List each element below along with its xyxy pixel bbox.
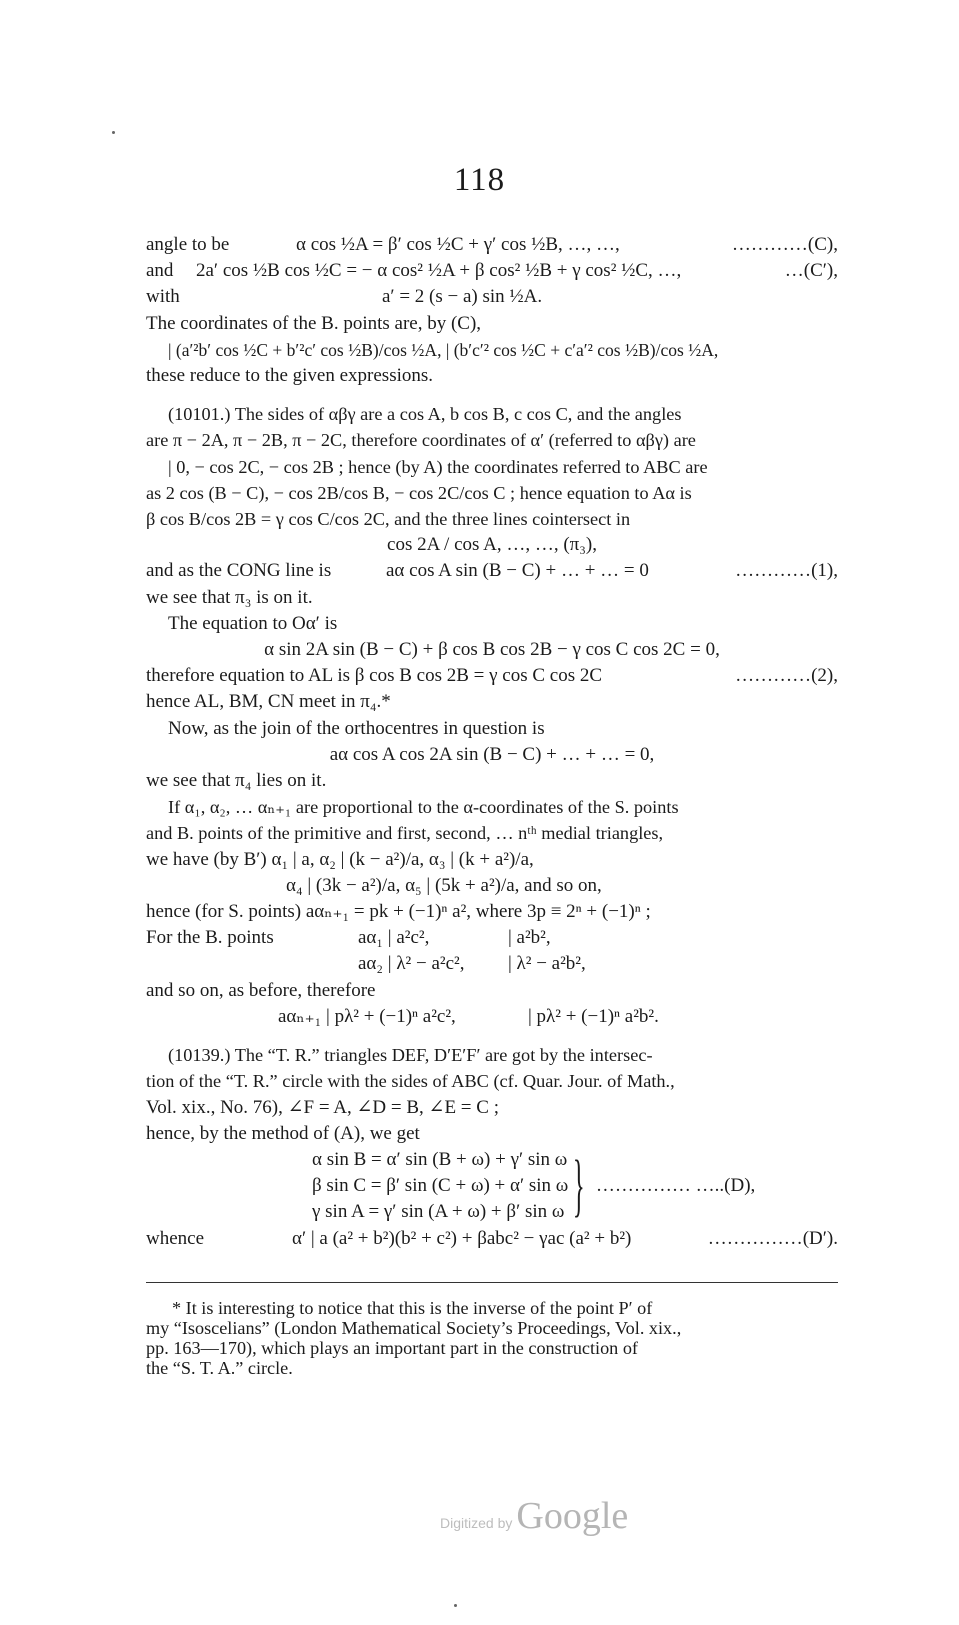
line-text: The equation to Oα′ is: [168, 612, 338, 634]
line-label: angle to be: [146, 234, 230, 255]
page-body: [146, 232, 838, 1252]
line-text: Vol. xix., No. 76), ∠F = A, ∠D = B, ∠E = C ;: [146, 1096, 499, 1118]
line-text: as 2 cos (B − C), − cos 2B/cos B, − cos 2C/cos C ; hence equation to Aα is: [146, 482, 692, 503]
equation-system: [146, 1147, 838, 1226]
text-line: [146, 978, 838, 1004]
brace: }: [573, 1147, 585, 1225]
text-line: [146, 637, 838, 663]
equation: α′ | a (a² + b²)(b² + c²) + βabc² − γac (a² + b²): [292, 1227, 632, 1249]
text-line: [146, 427, 838, 453]
line-text: these reduce to the given expressions.: [146, 365, 434, 387]
footnote-rule: [146, 1282, 838, 1283]
text-line: [146, 820, 838, 846]
equation: α sin B = α′ sin (B + ω) + γ′ sin ω: [312, 1148, 568, 1170]
equation: α cos ½A = β′ cos ½C + γ′ cos ½B, …, …,: [296, 234, 620, 255]
equation-number: …(C′),: [784, 260, 838, 282]
footnote-line: * It is interesting to notice that this is the inverse of the point P′ of: [172, 1298, 653, 1318]
equation: aα₁ | a²c²,: [358, 927, 430, 949]
footnote-line: pp. 163—170), which plays an important part in the construction of: [146, 1338, 638, 1358]
text-line: [146, 585, 838, 611]
text-line: [146, 925, 838, 951]
text-line: [146, 899, 838, 925]
line-text: we see that π₄ lies on it.: [146, 770, 327, 792]
text-line: [146, 742, 838, 768]
text-line: [146, 611, 838, 637]
equation: | λ² − a²b²,: [508, 953, 586, 975]
footnote-line: my “Isoscelians” (London Mathematical Society’s Proceedings, Vol. xix.,: [146, 1318, 682, 1338]
line-text: β cos B/cos 2B = γ cos C/cos 2C, and the three lines cointersect in: [146, 509, 631, 530]
text-line: [146, 1226, 838, 1252]
text-line: [146, 1042, 838, 1068]
footnote-line: the “S. T. A.” circle.: [146, 1358, 293, 1378]
line-text: Now, as the join of the orthocentres in question is: [168, 717, 545, 739]
equation: α₄ | (3k − a²)/a, α₅ | (5k + a²)/a, and so on,: [286, 874, 602, 896]
equation: α sin 2A sin (B − C) + β cos B cos 2B − γ cos C cos 2C = 0,: [264, 639, 720, 661]
equation: 2a′ cos ½B cos ½C = − α cos² ½A + β cos² ½B + γ cos² ½C, …,: [196, 260, 682, 282]
text-line: [146, 284, 838, 310]
text-line: [146, 232, 838, 258]
line-label: and: [146, 260, 174, 282]
text-line: [146, 1121, 838, 1147]
google-logo: Google: [516, 1495, 629, 1537]
equation: | pλ² + (−1)ⁿ a²b².: [528, 1005, 659, 1027]
line-text: we see that π₃ is on it.: [146, 586, 313, 608]
equation: aαₙ₊₁ | pλ² + (−1)ⁿ a²c²,: [278, 1005, 456, 1027]
text-line: [146, 480, 838, 506]
text-line: [146, 506, 838, 532]
equation-number: …………(2),: [735, 665, 838, 687]
text-line: [146, 454, 838, 480]
equation: | a²b²,: [508, 927, 551, 949]
equation: cos 2A / cos A, …, …, (π₃),: [387, 534, 597, 556]
line-text: hence (for S. points) aαₙ₊₁ = pk + (−1)ⁿ a², where 3p ≡ 2ⁿ + (−1)ⁿ ;: [146, 901, 651, 923]
text-line: [146, 663, 838, 689]
equation-number: ……………(D′).: [707, 1227, 838, 1249]
text-line: [146, 401, 838, 427]
line-text: hence AL, BM, CN meet in π₄.*: [146, 691, 391, 713]
text-line: [146, 532, 838, 558]
footnote: [146, 1298, 838, 1378]
equation: aα cos A sin (B − C) + … + … = 0: [386, 560, 649, 582]
scan-speck: [454, 1604, 457, 1607]
equation: β sin C = β′ sin (C + ω) + α′ sin ω: [312, 1175, 569, 1197]
text-line: [146, 1095, 838, 1121]
text-line: [146, 1004, 838, 1030]
equation-number: …………(C),: [731, 234, 838, 255]
text-line: [146, 794, 838, 820]
line-text: | (a′²b′ cos ½C + b′²c′ cos ½B)/cos ½A, | (b′c′² cos ½C + c′a′² cos ½B)/cos ½A,: [168, 339, 719, 360]
equation: γ sin A = γ′ sin (A + ω) + β′ sin ω: [312, 1201, 565, 1223]
text-line: [146, 1068, 838, 1094]
equation: aα cos A cos 2A sin (B − C) + … + … = 0,: [329, 743, 655, 765]
line-label: For the B. points: [146, 927, 274, 949]
line-label: with: [146, 286, 180, 308]
text-line: [146, 311, 838, 337]
text-line: [146, 873, 838, 899]
scan-speck: [112, 131, 115, 134]
text-line: [146, 558, 838, 584]
text-line: [146, 951, 838, 977]
equation-number: …………(1),: [735, 560, 838, 582]
text-line: [146, 689, 838, 715]
line-text: and so on, as before, therefore: [146, 979, 376, 1001]
text-line: [146, 716, 838, 742]
line-text: (10139.) The “T. R.” triangles DEF, D′E′F′ are got by the intersec-: [168, 1045, 653, 1066]
line-text: therefore equation to AL is β cos B cos 2B = γ cos C cos 2C: [146, 665, 603, 687]
text-line: [146, 847, 838, 873]
text-line: [146, 363, 838, 389]
text-line: [146, 258, 838, 284]
page-number: 118: [453, 162, 506, 198]
equation: a′ = 2 (s − a) sin ½A.: [382, 286, 543, 308]
line-text: are π − 2A, π − 2B, π − 2C, therefore coordinates of α′ (referred to αβγ) are: [146, 430, 696, 451]
text-line: [146, 768, 838, 794]
line-text: (10101.) The sides of αβγ are a cos A, b cos B, c cos C, and the angles: [168, 404, 682, 425]
line-text: | 0, − cos 2C, − cos 2B ; hence (by A) the coordinates referred to ABC are: [168, 456, 708, 477]
line-label: whence: [146, 1227, 205, 1249]
line-text: and as the CONG line is: [146, 560, 332, 582]
line-text: hence, by the method of (A), we get: [146, 1122, 420, 1144]
equation-number: …………… …..(D),: [595, 1175, 756, 1197]
line-text: If α₁, α₂, … αₙ₊₁ are proportional to the α-coordinates of the S. points: [168, 797, 679, 818]
text-line: [146, 337, 838, 363]
line-text: we have (by B′) α₁ | a, α₂ | (k − a²)/a, α₃ | (k + a²)/a,: [146, 848, 534, 870]
line-text: and B. points of the primitive and first, second, … nᵗʰ medial triangles,: [146, 823, 664, 844]
watermark-prefix: Digitized by: [440, 1515, 513, 1531]
digitized-watermark: [440, 1494, 628, 1538]
line-text: tion of the “T. R.” circle with the sides of ABC (cf. Quar. Jour. of Math.,: [146, 1071, 675, 1092]
line-text: The coordinates of the B. points are, by (C),: [146, 312, 482, 334]
equation: aα₂ | λ² − a²c²,: [358, 953, 465, 975]
